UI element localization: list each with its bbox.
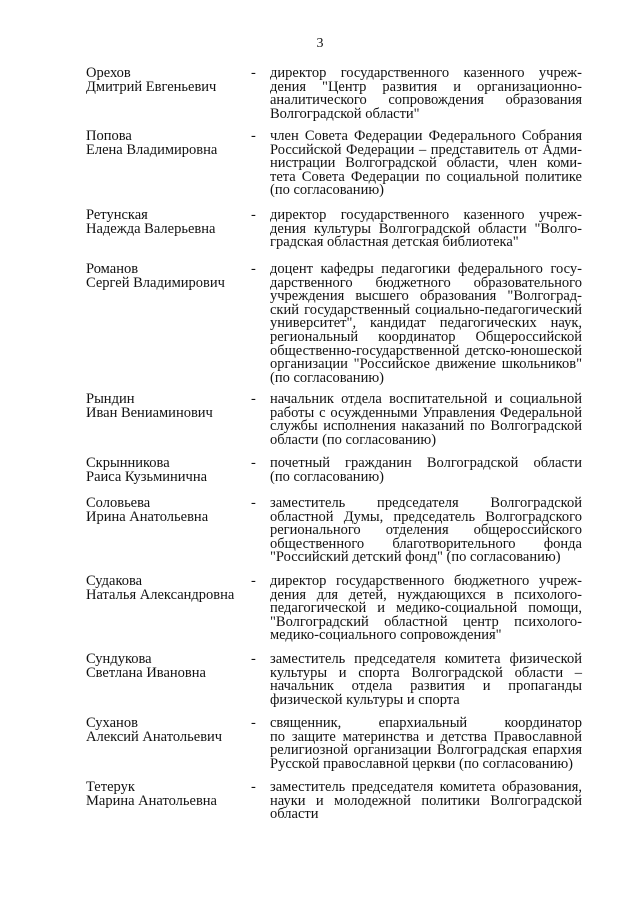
position-line: дения "Центр развития и организационно- xyxy=(270,78,582,95)
member-given-names: Наталья Александровна xyxy=(86,586,235,603)
member-name xyxy=(86,263,246,290)
position-line: общественно-государственной детско-юношеской xyxy=(270,342,582,359)
position-line: физической культуры и спорта xyxy=(270,691,460,708)
dash-separator: - xyxy=(251,391,256,407)
member-surname: Скрынникова xyxy=(86,455,170,471)
member-given-names: Сергей Владимирович xyxy=(86,274,225,291)
member-given-names: Светлана Ивановна xyxy=(86,664,206,681)
position-line: области xyxy=(270,806,319,823)
member-given-names: Раиса Кузьминична xyxy=(86,468,208,485)
position-line: организации "Российское движение школьников" xyxy=(270,356,582,373)
position-line: аналитического сопровождения образования xyxy=(270,92,582,109)
position-line: (по согласованию) xyxy=(270,468,384,485)
member-given-names: Надежда Валерьевна xyxy=(86,220,216,237)
dash-separator: - xyxy=(251,207,256,223)
position-line: дарственного бюджетного образовательного xyxy=(270,274,582,291)
position-line: Русской православной церкви (по согласованию) xyxy=(270,755,573,772)
dash-separator: - xyxy=(251,261,256,277)
position-line: медико-социального сопровождения" xyxy=(270,627,502,644)
member-surname: Рындин xyxy=(86,391,135,407)
position-line: директор государственного казенного учреж- xyxy=(270,207,582,223)
member-name xyxy=(86,781,246,808)
member-surname: Суханов xyxy=(86,715,138,731)
position-line: (по согласованию) xyxy=(270,182,384,199)
position-line: Волгоградской области" xyxy=(270,105,420,122)
position-line: начальник отдела развития и пропаганды xyxy=(270,678,582,695)
member-surname: Попова xyxy=(86,128,132,144)
member-position xyxy=(270,653,582,707)
member-name xyxy=(86,653,246,680)
member-surname: Судакова xyxy=(86,573,143,589)
dash-separator: - xyxy=(251,495,256,511)
member-surname: Романов xyxy=(86,261,139,277)
position-line: (по согласованию) xyxy=(270,369,384,386)
position-line: по защите материнства и детства Православной xyxy=(270,728,582,745)
member-name xyxy=(86,130,246,157)
member-position xyxy=(270,130,582,198)
member-given-names: Марина Анатольевна xyxy=(86,792,217,809)
position-line: директор государственного казенного учреж- xyxy=(270,65,582,81)
member-surname: Сундукова xyxy=(86,651,152,667)
position-line: региональный координатор Общероссийской xyxy=(270,328,582,345)
position-line: областной Думы, председатель Волгоградского xyxy=(270,508,582,525)
position-line: области (по согласованию) xyxy=(270,431,437,448)
position-line: Российской Федерации – представитель от Адми- xyxy=(270,141,582,158)
position-line: "Российский детский фонд" (по согласованию) xyxy=(270,549,561,566)
member-position xyxy=(270,717,582,771)
position-line: религиозной организации Волгоградская епархия xyxy=(270,742,582,759)
position-line: ский государственный социально-педагогический xyxy=(270,301,582,318)
member-position xyxy=(270,457,582,484)
member-position xyxy=(270,781,582,822)
position-line: науки и молодежной политики Волгоградской xyxy=(270,792,582,809)
member-given-names: Алексий Анатольевич xyxy=(86,728,223,745)
position-line: "Волгоградский областной центр психолого- xyxy=(270,613,582,630)
member-given-names: Ирина Анатольевна xyxy=(86,508,209,525)
dash-separator: - xyxy=(251,573,256,589)
position-line: градская областная детская библиотека" xyxy=(270,234,519,251)
dash-separator: - xyxy=(251,651,256,667)
position-line: культуры и спорта Волгоградской области – xyxy=(270,664,582,681)
dash-separator: - xyxy=(251,715,256,731)
position-line: член Совета Федерации Федерального Собрания xyxy=(270,128,582,144)
member-given-names: Иван Вениаминович xyxy=(86,404,213,421)
member-name xyxy=(86,67,246,94)
position-line: дения для детей, нуждающихся в психолого- xyxy=(270,586,582,603)
position-line: регионального отделения общероссийского xyxy=(270,522,582,539)
member-position xyxy=(270,575,582,643)
member-position xyxy=(270,209,582,250)
position-line: священник, епархиальный координатор xyxy=(270,715,582,731)
member-given-names: Дмитрий Евгеньевич xyxy=(86,78,217,95)
position-line: почетный гражданин Волгоградской области xyxy=(270,455,582,471)
member-surname: Ретунская xyxy=(86,207,148,223)
position-line: заместитель председателя комитета образования, xyxy=(270,779,582,795)
member-position xyxy=(270,393,582,447)
member-position xyxy=(270,67,582,121)
dash-separator: - xyxy=(251,65,256,81)
position-line: тета Совета Федерации по социальной политике xyxy=(270,168,582,185)
member-surname: Орехов xyxy=(86,65,131,81)
member-name xyxy=(86,497,246,524)
member-name xyxy=(86,393,246,420)
position-line: начальник отдела воспитательной и социальной xyxy=(270,391,582,407)
position-line: заместитель председателя Волгоградской xyxy=(270,495,582,511)
position-line: директор государственного бюджетного учреж- xyxy=(270,573,582,589)
position-line: службы исполнения наказаний по Волгоградской xyxy=(270,418,582,435)
member-name xyxy=(86,209,246,236)
position-line: учреждения высшего образования "Волгоград- xyxy=(270,288,582,305)
member-name xyxy=(86,575,246,602)
dash-separator: - xyxy=(251,128,256,144)
dash-separator: - xyxy=(251,455,256,471)
member-surname: Соловьева xyxy=(86,495,151,511)
member-surname: Тетерук xyxy=(86,779,135,795)
page-number: 3 xyxy=(316,36,324,51)
position-line: педагогической и медико-социальной помощи, xyxy=(270,600,582,617)
position-line: заместитель председателя комитета физической xyxy=(270,651,582,667)
dash-separator: - xyxy=(251,779,256,795)
member-position xyxy=(270,497,582,565)
position-line: доцент кафедры педагогики федерального госу- xyxy=(270,261,582,277)
member-name xyxy=(86,457,246,484)
position-line: дения культуры Волгоградской области "Волго- xyxy=(270,220,582,237)
position-line: общественного благотворительного фонда xyxy=(270,535,582,552)
position-line: университет", кандидат педагогических наук, xyxy=(270,315,582,332)
position-line: работы с осужденными Управления Федеральной xyxy=(270,404,582,421)
member-name xyxy=(86,717,246,744)
position-line: нистрации Волгоградской области, член коми- xyxy=(270,155,582,172)
member-given-names: Елена Владимировна xyxy=(86,141,218,158)
member-position xyxy=(270,263,582,385)
